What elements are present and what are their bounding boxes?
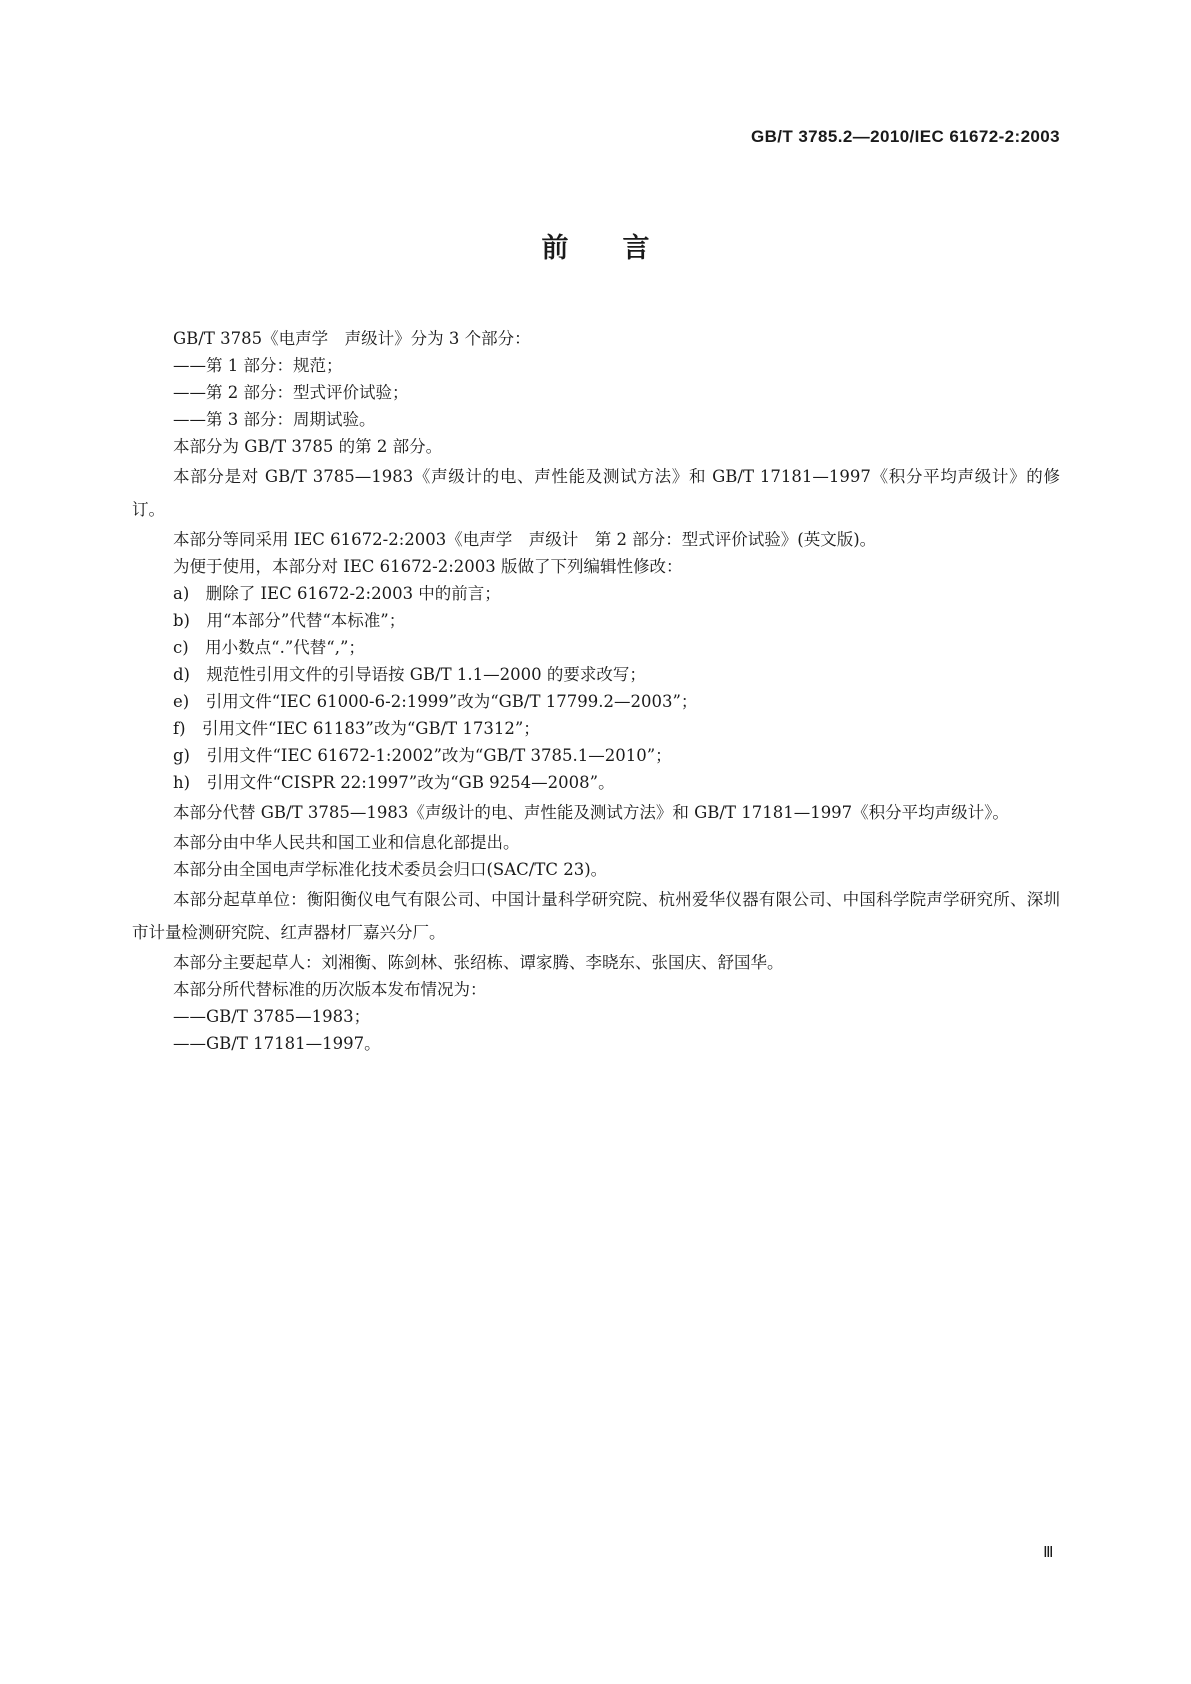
list-item-part-3: ——第 3 部分：周期试验。 [173, 410, 376, 429]
paragraph-parts-intro: GB/T 3785《电声学 声级计》分为 3 个部分： [173, 329, 531, 348]
list-item-change-f: f) 引用文件“IEC 61183”改为“GB/T 17312”； [173, 719, 540, 738]
paragraph-identical-adoption: 本部分等同采用 IEC 61672-2:2003《电声学 声级计 第 2 部分：型式评价试验》(英文版)。 [173, 530, 877, 549]
list-item-change-c: c) 用小数点“.”代替“,”； [173, 638, 365, 657]
paragraph-previous-editions: 本部分所代替标准的历次版本发布情况为： [173, 980, 487, 999]
paragraph-drafting-units: 本部分起草单位：衡阳衡仪电气有限公司、中国计量科学研究院、杭州爱华仪器有限公司、中国科学院声学研究所、深圳市计量检测研究院、红声器材厂嘉兴分厂。 [132, 890, 1060, 942]
list-item-change-g: g) 引用文件“IEC 61672-1:2002”改为“GB/T 3785.1—2010”； [173, 746, 672, 765]
paragraph-replaces: 本部分代替 GB/T 3785—1983《声级计的电、声性能及测试方法》和 GB/T 17181—1997《积分平均声级计》。 [173, 803, 1009, 822]
standard-code-header: GB/T 3785.2—2010/IEC 61672-2:2003 [751, 127, 1060, 146]
preface-body [132, 325, 1060, 1057]
list-item-change-d: d) 规范性引用文件的引导语按 GB/T 1.1—2000 的要求改写； [173, 665, 646, 684]
paragraph-this-part: 本部分为 GB/T 3785 的第 2 部分。 [173, 437, 443, 456]
list-item-part-2: ——第 2 部分：型式评价试验； [173, 383, 409, 402]
paragraph-drafters: 本部分主要起草人：刘湘衡、陈剑林、张绍栋、谭家腾、李晓东、张国庆、舒国华。 [173, 953, 784, 972]
paragraph-centralized-by: 本部分由全国电声学标准化技术委员会归口(SAC/TC 23)。 [173, 860, 608, 879]
list-item-part-1: ——第 1 部分：规范； [173, 356, 343, 375]
paragraph-revision: 本部分是对 GB/T 3785—1983《声级计的电、声性能及测试方法》和 GB/T 17181—1997《积分平均声级计》的修订。 [132, 467, 1060, 519]
list-item-change-a: a) 删除了 IEC 61672-2:2003 中的前言； [173, 584, 501, 603]
list-item-change-b: b) 用“本部分”代替“本标准”； [173, 611, 406, 630]
list-item-previous-1983: ——GB/T 3785—1983； [173, 1007, 371, 1026]
paragraph-proposed-by: 本部分由中华人民共和国工业和信息化部提出。 [173, 833, 520, 852]
list-item-previous-1997: ——GB/T 17181—1997。 [173, 1034, 381, 1053]
list-item-change-e: e) 引用文件“IEC 61000-6-2:1999”改为“GB/T 17799.2—2003”； [173, 692, 698, 711]
list-item-change-h: h) 引用文件“CISPR 22:1997”改为“GB 9254—2008”。 [173, 773, 615, 792]
paragraph-editorial-changes: 为便于使用，本部分对 IEC 61672-2:2003 版做了下列编辑性修改： [173, 557, 683, 576]
page-number: Ⅲ [1043, 1543, 1053, 1561]
page-title: 前言 [541, 233, 704, 264]
